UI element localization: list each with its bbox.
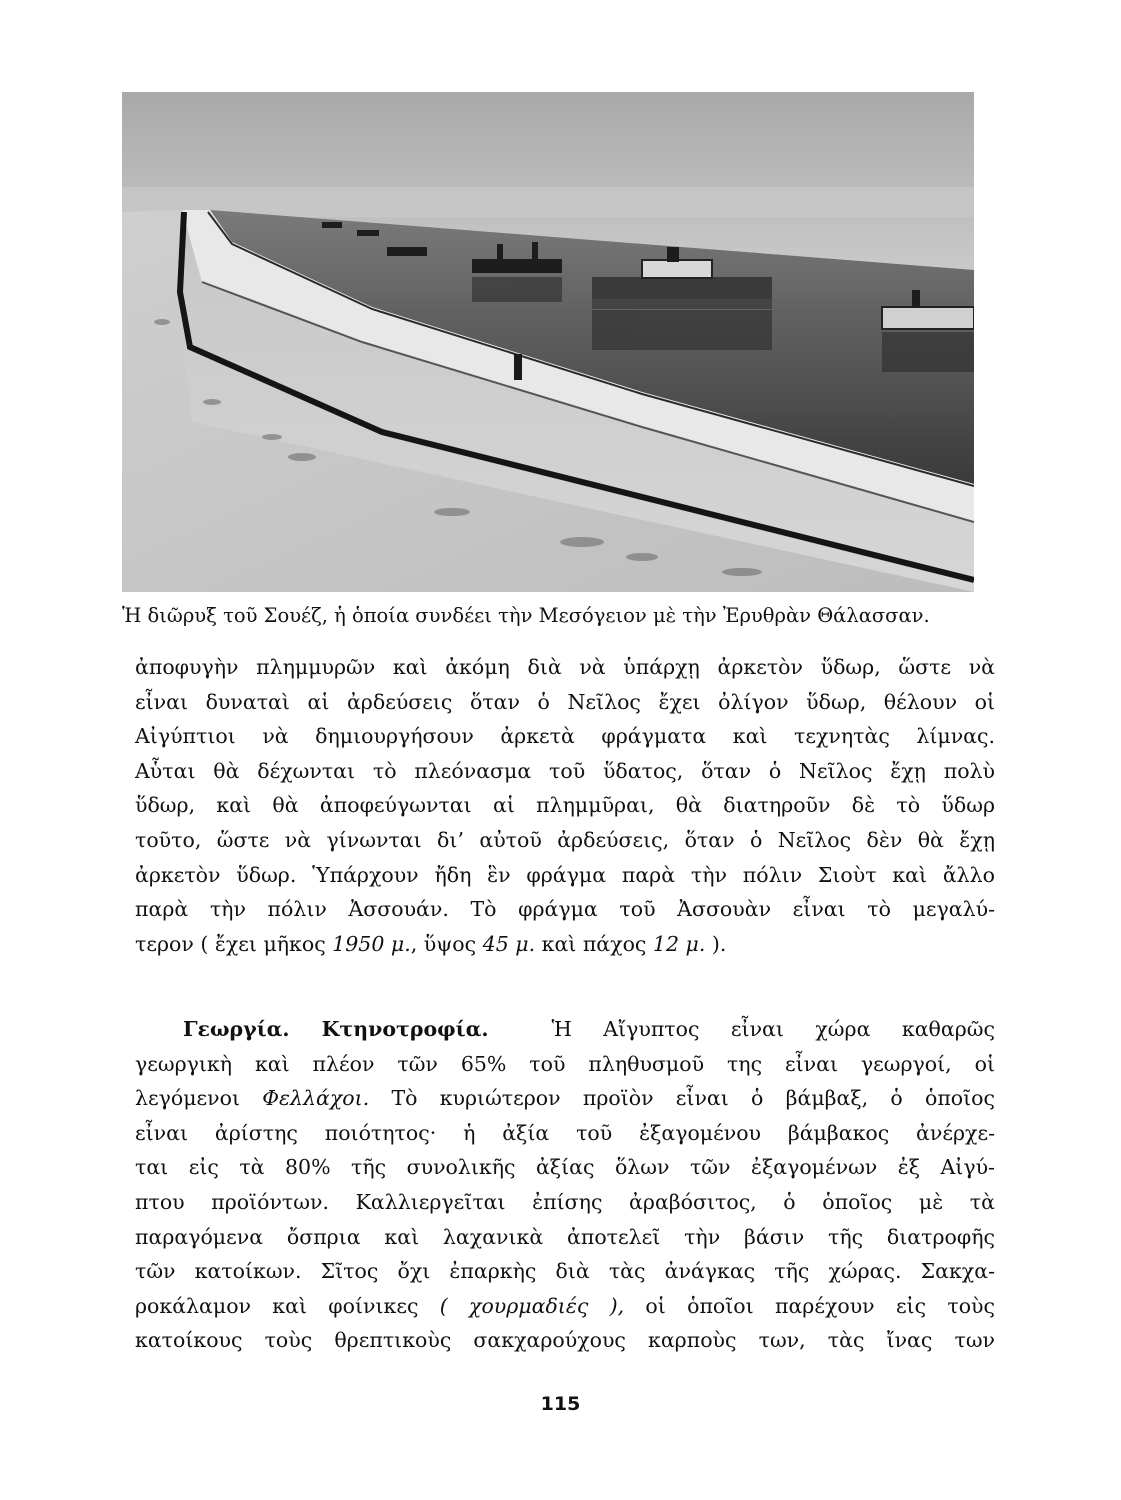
dam-thickness: 12 μ. <box>652 931 706 956</box>
text-fragment: τερον ( ἔχει μῆκος <box>135 931 333 956</box>
fellahs-term: Φελλάχοι. <box>262 1086 370 1111</box>
text-line: τῶν κατοίκων. Σῖτος ὄχι ἐπαρκὴς διὰ τὰς ἀνάγκας τῆς χώρας. Σακχα- <box>135 1259 995 1284</box>
text-fragment: οἱ ὁποῖοι παρέχουν εἰς τοὺς <box>624 1293 995 1318</box>
text-fragment: ). <box>705 931 727 956</box>
text-fragment: λεγόμενοι <box>135 1086 263 1111</box>
text-line: παραγόμενα ὄσπρια καὶ λαχανικὰ ἀποτελεῖ τὴν βάσιν τῆς διατροφῆς <box>135 1224 995 1249</box>
text-line: ἀρκετὸν ὕδωρ. Ὑπάρχουν ἤδη ἓν φράγμα παρὰ τὴν πόλιν Σιοὺτ καὶ ἄλλο <box>135 862 995 887</box>
page-number: 115 <box>540 1393 581 1415</box>
text-fragment: ροκάλαμον καὶ φοίνικες <box>135 1293 440 1318</box>
text-line: εἶναι δυναταὶ αἱ ἀρδεύσεις ὅταν ὁ Νεῖλος ἔχει ὀλίγον ὕδωρ, θέλουν οἱ <box>135 689 995 714</box>
photo-caption: Ἡ διῶρυξ τοῦ Σουέζ, ἡ ὁποία συνδέει τὴν Μεσόγειον μὲ τὴν Ἐρυθρὰν Θάλασσαν. <box>122 604 930 627</box>
text-line: γεωργικὴ καὶ πλέον τῶν 65% τοῦ πληθυσμοῦ της εἶναι γεωργοί, οἱ <box>135 1051 995 1076</box>
text-line: ἀποφυγὴν πλημμυρῶν καὶ ἀκόμη διὰ νὰ ὑπάρχῃ ἀρκετὸν ὕδωρ, ὥστε νὰ <box>135 655 995 679</box>
section-heading: Γεωργία. Κτηνοτροφία. <box>183 1017 489 1041</box>
text-line <box>135 927 995 962</box>
paragraph-2 <box>135 1012 995 1358</box>
text-line <box>135 1012 995 1047</box>
dam-length: 1950 μ. <box>332 931 411 956</box>
dates-term: ( χουρμαδιές ), <box>439 1293 625 1318</box>
text-line: ται εἰς τὰ 80% τῆς συνολικῆς ἀξίας ὅλων τῶν ἐξαγομένων ἐξ Αἰγύ- <box>135 1155 995 1180</box>
text-line: τοῦτο, ὥστε νὰ γίνωνται δι’ αὐτοῦ ἀρδεύσεις, ὅταν ὁ Νεῖλος δὲν θὰ ἔχῃ <box>135 827 995 852</box>
text-line: εἶναι ἀρίστης ποιότητος· ἡ ἀξία τοῦ ἐξαγομένου βάμβακος ἀνέρχε- <box>135 1120 995 1145</box>
text-line <box>135 1081 995 1116</box>
paragraph-1 <box>135 650 995 961</box>
text-line: Αὗται θὰ δέχωνται τὸ πλεόνασμα τοῦ ὕδατος, ὅταν ὁ Νεῖλος ἔχῃ πολὺ <box>135 758 995 783</box>
text-line: ὕδωρ, καὶ θὰ ἀποφεύγωνται αἱ πλημμῦραι, θὰ διατηροῦν δὲ τὸ ὕδωρ <box>135 793 995 818</box>
text-fragment: Ἡ Αἴγυπτος εἶναι χώρα καθαρῶς <box>551 1017 995 1041</box>
text-line: Αἰγύπτιοι νὰ δημιουργήσουν ἀρκετὰ φράγματα καὶ τεχνητὰς λίμνας. <box>135 724 995 749</box>
text-line: πτου προϊόντων. Καλλιεργεῖται ἐπίσης ἀραβόσιτος, ὁ ὁποῖος μὲ τὰ <box>135 1189 995 1214</box>
text-fragment: Τὸ κυριώτερον προϊὸν εἶναι ὁ βάμβαξ, ὁ ὁποῖος <box>369 1086 996 1111</box>
suez-canal-photo <box>122 92 974 592</box>
dam-height: 45 μ. <box>482 931 536 956</box>
text-line: παρὰ τὴν πόλιν Ἀσσουάν. Τὸ φράγμα τοῦ Ἀσσουὰν εἶναι τὸ μεγαλύ- <box>135 897 995 922</box>
text-line <box>135 1289 995 1324</box>
text-fragment: καὶ πάχος <box>535 931 653 956</box>
text-fragment: , ὕψος <box>410 931 483 956</box>
text-line: κατοίκους τοὺς θρεπτικοὺς σακχαρούχους καρποὺς των, τὰς ἴνας των <box>135 1328 995 1353</box>
